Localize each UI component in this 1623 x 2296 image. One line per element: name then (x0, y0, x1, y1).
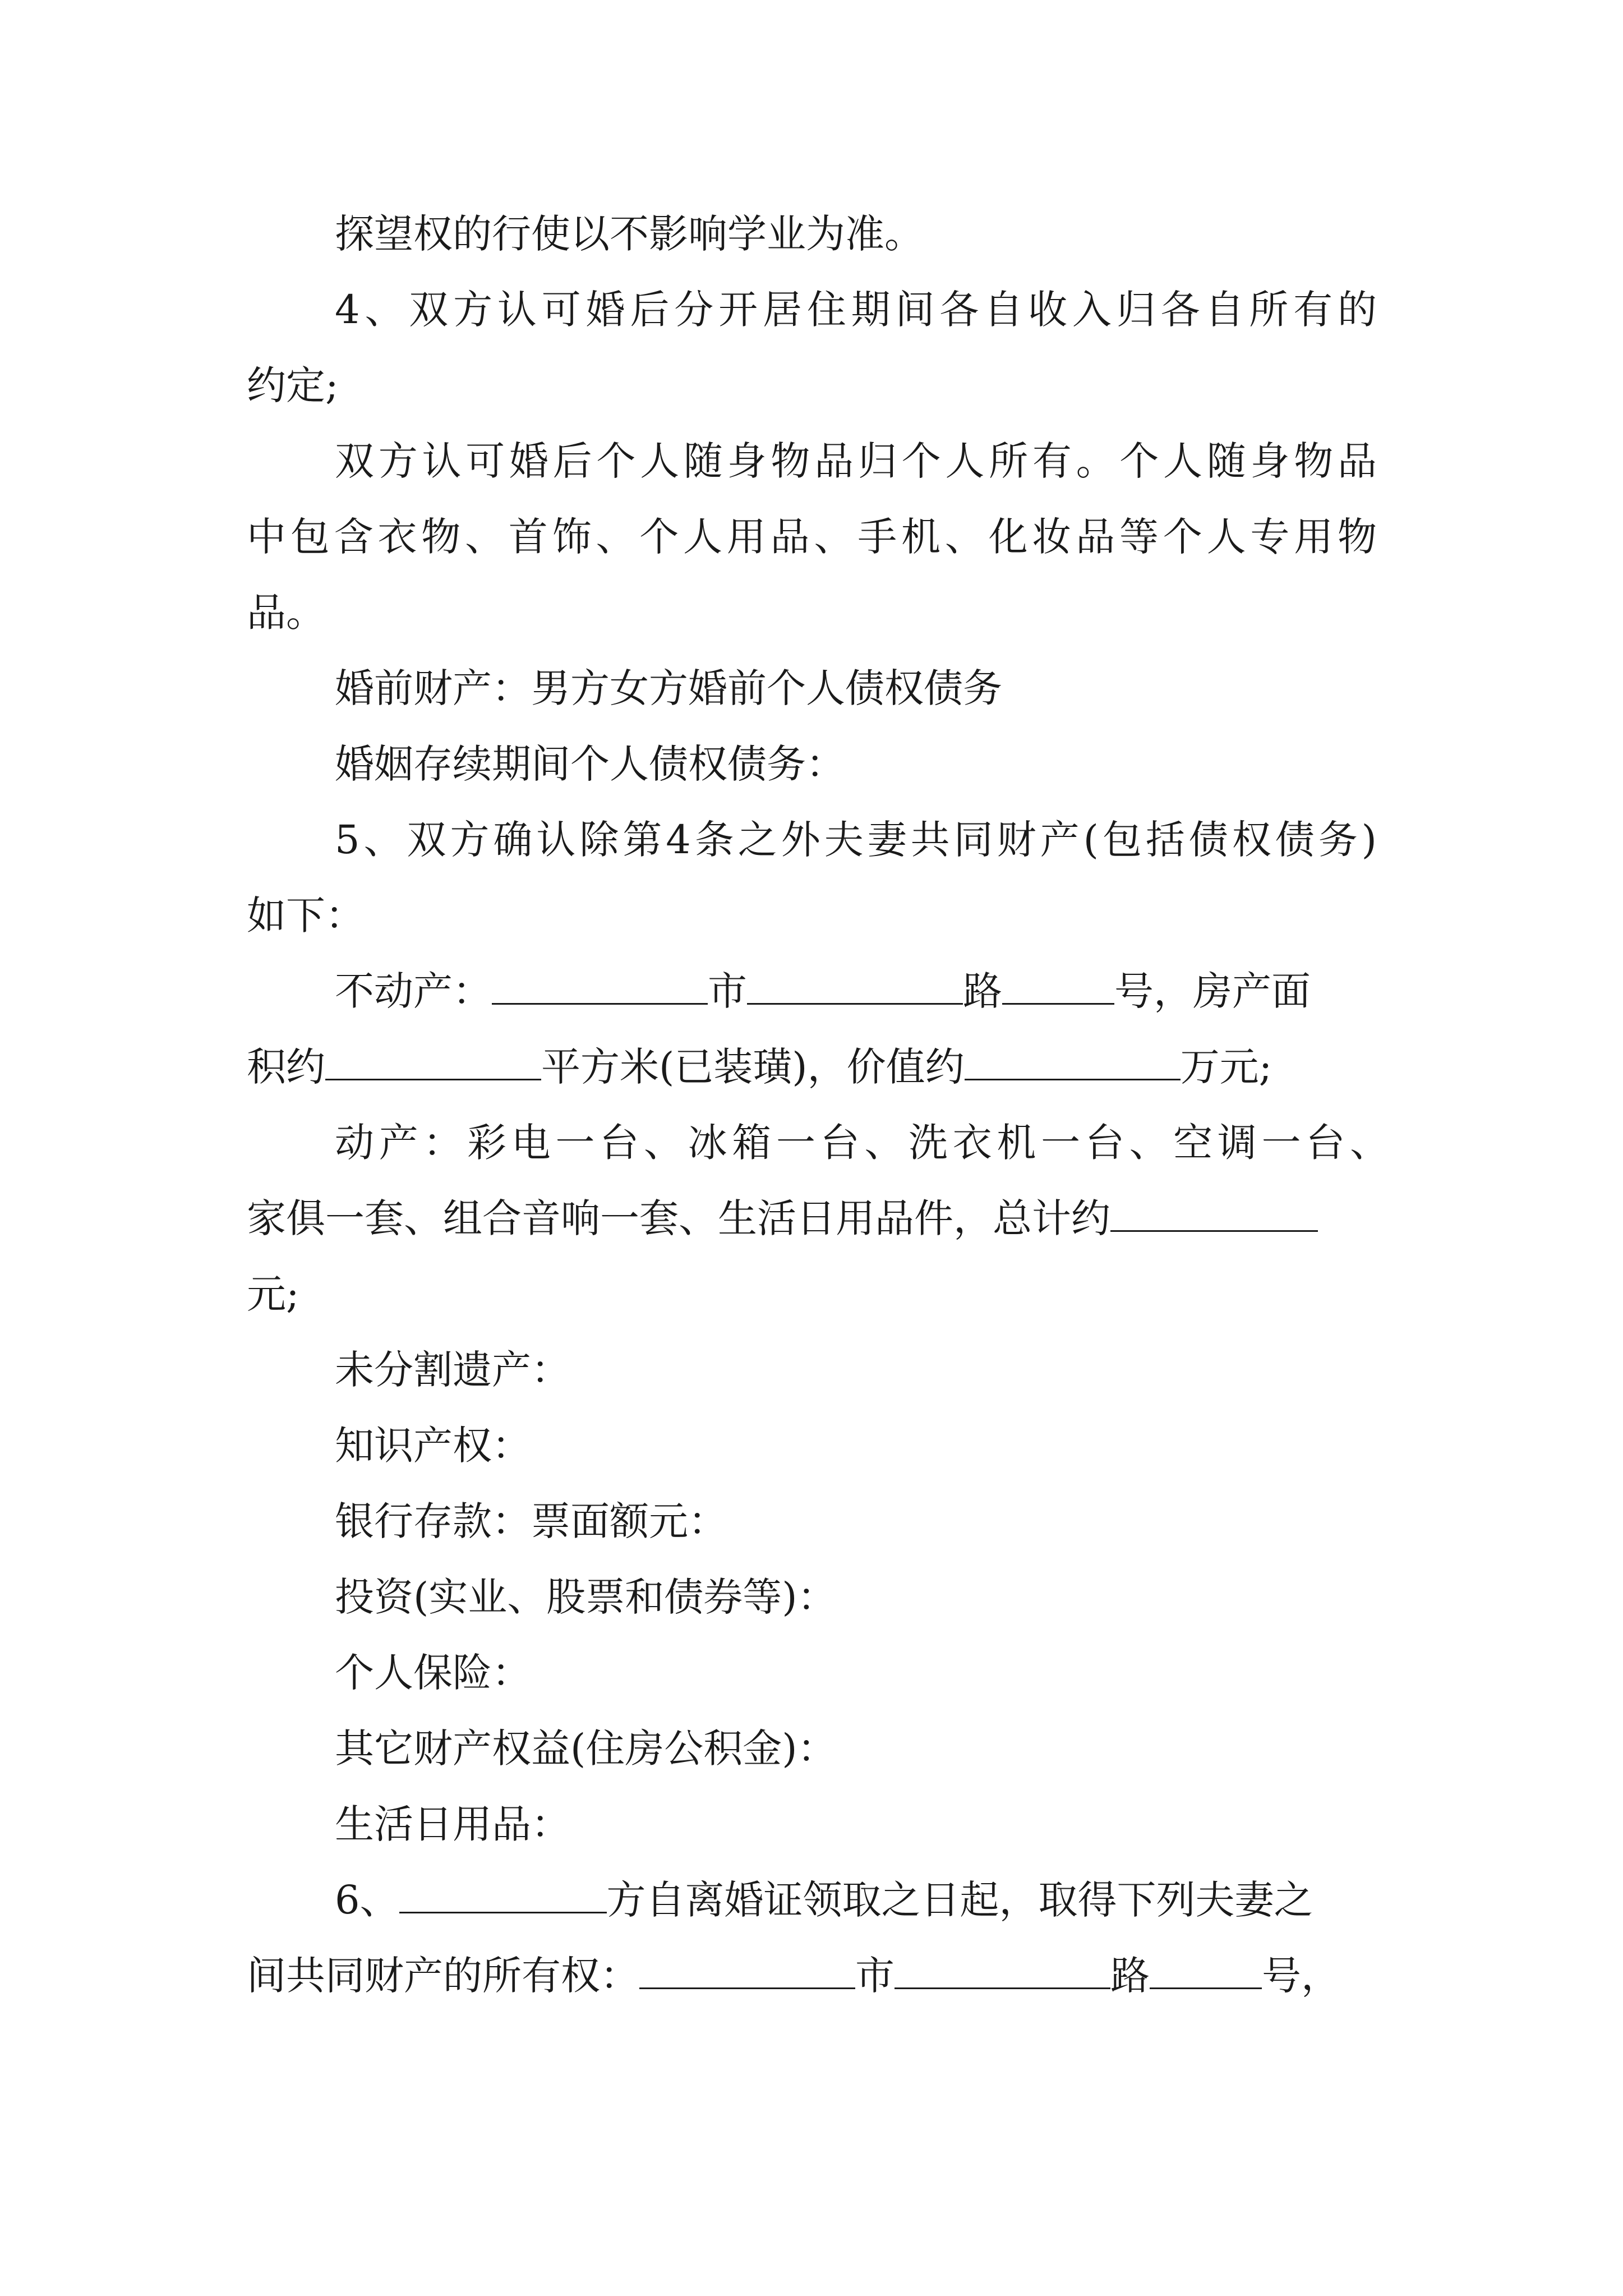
line-text: 路 (963, 968, 1002, 1014)
paragraph-line: 动产：彩电一台、冰箱一台、洗衣机一台、空调一台、 (335, 1120, 1389, 1166)
line-text: 路 (1110, 1953, 1150, 1999)
blank-number-field[interactable] (1002, 969, 1114, 1005)
line-text: 号，房产面 (1114, 968, 1311, 1014)
paragraph-line: 生活日用品： (335, 1801, 570, 1847)
blank-city-field[interactable] (639, 1954, 855, 1989)
blank-road-field[interactable] (747, 969, 963, 1005)
line-text: 市 (708, 968, 747, 1014)
paragraph-line (247, 1193, 1318, 1244)
paragraph-line: 品。 (247, 590, 325, 636)
blank-party-field[interactable] (399, 1878, 607, 1913)
line-text: 号， (1262, 1953, 1340, 1999)
line-text: 6、 (335, 1877, 399, 1923)
blank-total-field[interactable] (1110, 1197, 1318, 1232)
paragraph-line: 其它财产权益(住房公积金)： (335, 1726, 837, 1772)
paragraph-line: 5、双方确认除第4条之外夫妻共同财产(包括债权债务) (335, 817, 1377, 863)
blank-value-field[interactable] (965, 1045, 1181, 1080)
paragraph-line: 未分割遗产： (335, 1347, 570, 1393)
paragraph-line: 双方认可婚后个人随身物品归个人所有。个人随身物品 (335, 438, 1377, 484)
paragraph-line: 知识产权： (335, 1423, 531, 1469)
blank-number-field[interactable] (1150, 1954, 1262, 1989)
paragraph-line: 婚姻存续期间个人债权债务： (335, 741, 845, 787)
paragraph-line: 个人保险： (335, 1650, 531, 1696)
paragraph-line: 中包含衣物、首饰、个人用品、手机、化妆品等个人专用物 (247, 514, 1377, 560)
line-text: 平方米(已装璜)，价值约 (541, 1044, 965, 1090)
paragraph-line (335, 1875, 1313, 1925)
blank-area-field[interactable] (325, 1045, 541, 1080)
line-text: 方自离婚证领取之日起，取得下列夫妻之 (606, 1877, 1313, 1923)
paragraph-line (247, 1042, 1272, 1092)
paragraph-line: 4、双方认可婚后分开居住期间各自收入归各自所有的 (335, 287, 1377, 333)
blank-city-field[interactable] (492, 969, 708, 1005)
paragraph-line (247, 1950, 1340, 2001)
line-text: 不动产： (335, 968, 492, 1014)
paragraph-line: 探望权的行使以不影响学业为准。 (335, 211, 924, 257)
paragraph-line: 约定; (247, 362, 339, 408)
paragraph-line: 投资(实业、股票和债券等)： (335, 1574, 837, 1620)
line-text: 积约 (247, 1044, 325, 1090)
line-text: 市 (855, 1953, 895, 1999)
line-text: 万元; (1180, 1044, 1272, 1090)
blank-road-field[interactable] (895, 1954, 1110, 1989)
paragraph-line: 元; (247, 1271, 299, 1317)
paragraph-line: 银行存款：票面额元： (335, 1498, 727, 1544)
paragraph-line (335, 966, 1311, 1016)
line-text: 间共同财产的所有权： (247, 1953, 639, 1999)
line-text: 家俱一套、组合音响一套、生活日用品件，总计约 (247, 1195, 1110, 1241)
paragraph-line: 婚前财产：男方女方婚前个人债权债务 (335, 665, 1002, 711)
paragraph-line: 如下： (247, 892, 365, 938)
